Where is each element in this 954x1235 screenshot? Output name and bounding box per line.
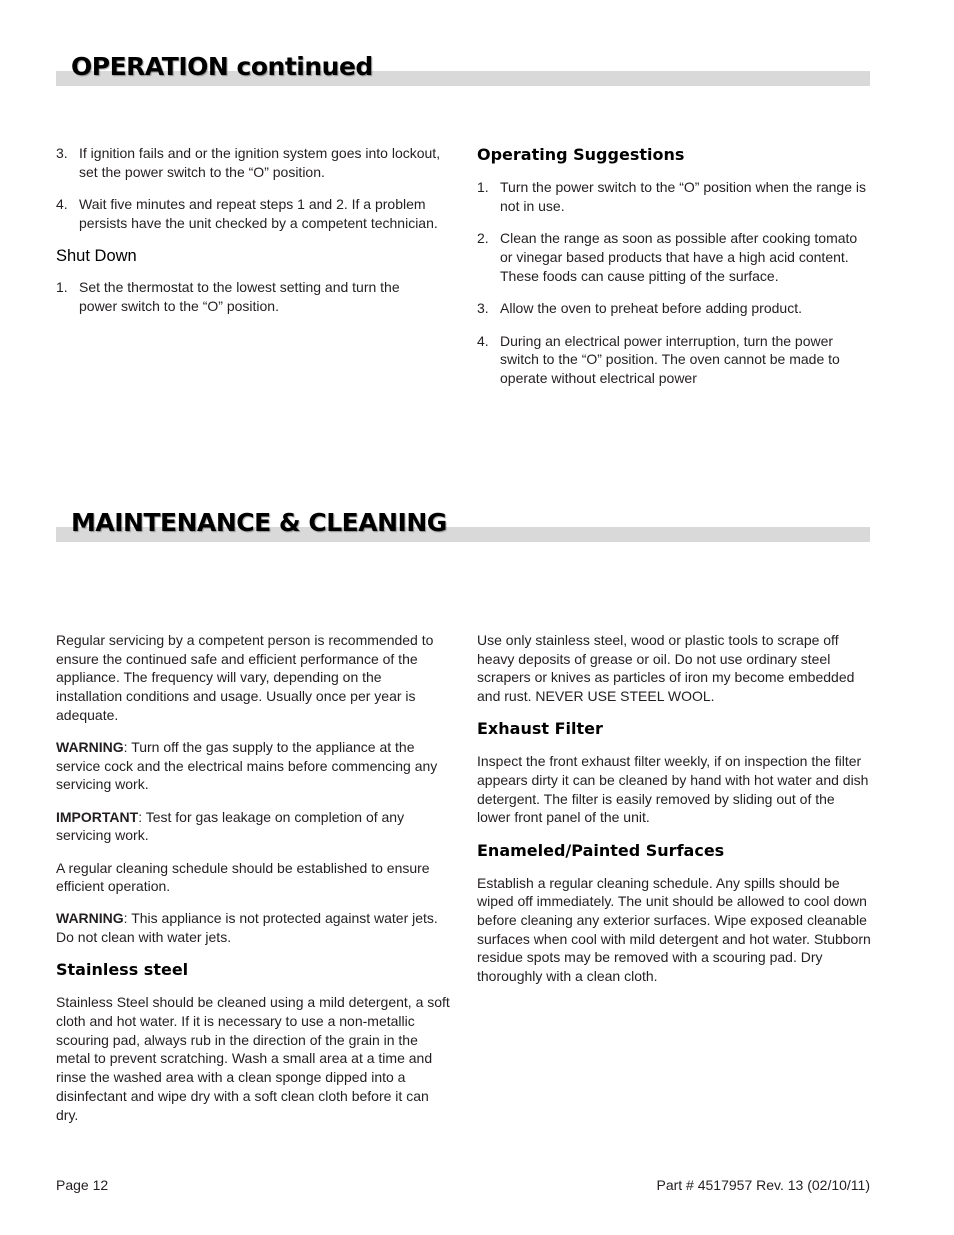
important-text: : Test for gas leakage on completion of any servicing work. [56,808,405,844]
enamel-title: Enameled/Painted Surfaces [477,840,725,860]
exhaust-title: Exhaust Filter [477,719,603,739]
ignition-steps-list [56,144,441,233]
important-label: IMPORTANT [56,808,139,825]
schedule-paragraph: A regular cleaning schedule should be established to ensure efficient operation. [56,859,430,895]
important-paragraph [56,808,450,845]
step-number: 4. [477,332,489,349]
step-number: 1. [477,179,489,195]
step-text: If ignition fails and or the ignition system goes into lockout, set the power switch to the “O” position. [79,145,441,180]
step-number: 4. [56,196,68,213]
warning-text: : Turn off the gas supply to the appliance at the service cock and the electrical mains before commencing any servicing work. [56,739,438,793]
warning-gas-paragraph [56,738,450,794]
maintenance-right-column [477,631,871,999]
shutdown-steps-list [56,278,441,315]
shutdown-title: Shut Down [56,247,137,266]
step-text: Set the thermostat to the lowest setting and turn the power switch to the “O” position. [79,279,400,315]
suggestions-list [477,178,872,388]
page-number: Page 12 [56,1177,109,1193]
step-text: During an electrical power interruption, turn the power switch to the “O” position. The oven cannot be made to operate without electrical power [500,332,840,387]
operation-left-column [56,144,441,330]
step-text: Clean the range as soon as possible after cooking tomato or vinegar based products that have a high acid content. These foods can cause pitting of the surface. [500,230,858,284]
step-text: Turn the power switch to the “O” position when the range is not in use. [500,179,866,214]
operation-right-column [477,145,872,402]
step-number: 3. [477,300,489,317]
intro-paragraph: Regular servicing by a competent person is recommended to ensure the continued safe and efficient performance of the appliance. The frequency will vary, depending on the installation conditions and usage. Usually once per year is adequate. [56,632,434,723]
warning-text: : This appliance is not protected against water jets. Do not clean with water jets. [56,910,438,946]
maintenance-section-header [56,508,870,542]
stainless-title: Stainless steel [56,960,189,980]
operation-heading: OPERATION continued [71,52,373,81]
maintenance-heading: MAINTENANCE & CLEANING [71,508,447,537]
exhaust-paragraph: Inspect the front exhaust filter weekly, if on inspection the filter appears dirty it can be cleaned by hand with hot water and dish detergent. The filter is easily removed by sliding out of the lower front panel of the unit. [477,753,869,826]
warning-label: WARNING [56,910,124,927]
step-text: Wait five minutes and repeat steps 1 and 2. If a problem persists have the unit checked by a competent technician. [79,196,438,231]
step-text: Allow the oven to preheat before adding product. [500,300,802,317]
tools-paragraph: Use only stainless steel, wood or plastic tools to scrape off heavy deposits of grease or oil. Do not use ordinary steel scrapers or knives as particles of iron my become embedded and rust. NEVER USE STEEL WOOL. [477,632,855,705]
list-item [477,332,872,388]
suggestions-title: Operating Suggestions [477,145,685,164]
maintenance-left-column [56,631,450,1138]
stainless-paragraph: Stainless Steel should be cleaned using a mild detergent, a soft cloth and hot water. If it is necessary to use a non-metallic scouring pad, always rub in the direction of the grain in the metal to prevent scratching. Wash a small area at a time and rinse the washed area with a clean sponge dipped into a disinfectant and wipe dry with a soft clean cloth before it can dry. [56,994,450,1123]
step-number: 3. [56,145,68,161]
operation-section-header [56,52,870,86]
warning-label: WARNING [56,739,124,756]
list-item [56,144,441,181]
list-item [477,229,872,285]
warning-water-paragraph [56,909,450,946]
step-number: 2. [477,230,489,247]
list-item [477,178,872,215]
step-number: 1. [56,279,68,296]
list-item [477,299,872,318]
list-item [56,195,441,232]
enamel-paragraph: Establish a regular cleaning schedule. Any spills should be wiped off immediately. The unit should be allowed to cool down before cleaning any exterior surfaces. Wipe exposed cleanable surfaces when cool with mild detergent and hot water. Stubborn residue spots may be removed with a scouring pad. Dry thoroughly with a clean cloth. [477,874,871,985]
list-item [56,278,441,315]
part-number: Part # 4517957 Rev. 13 (02/10/11) [656,1177,870,1193]
